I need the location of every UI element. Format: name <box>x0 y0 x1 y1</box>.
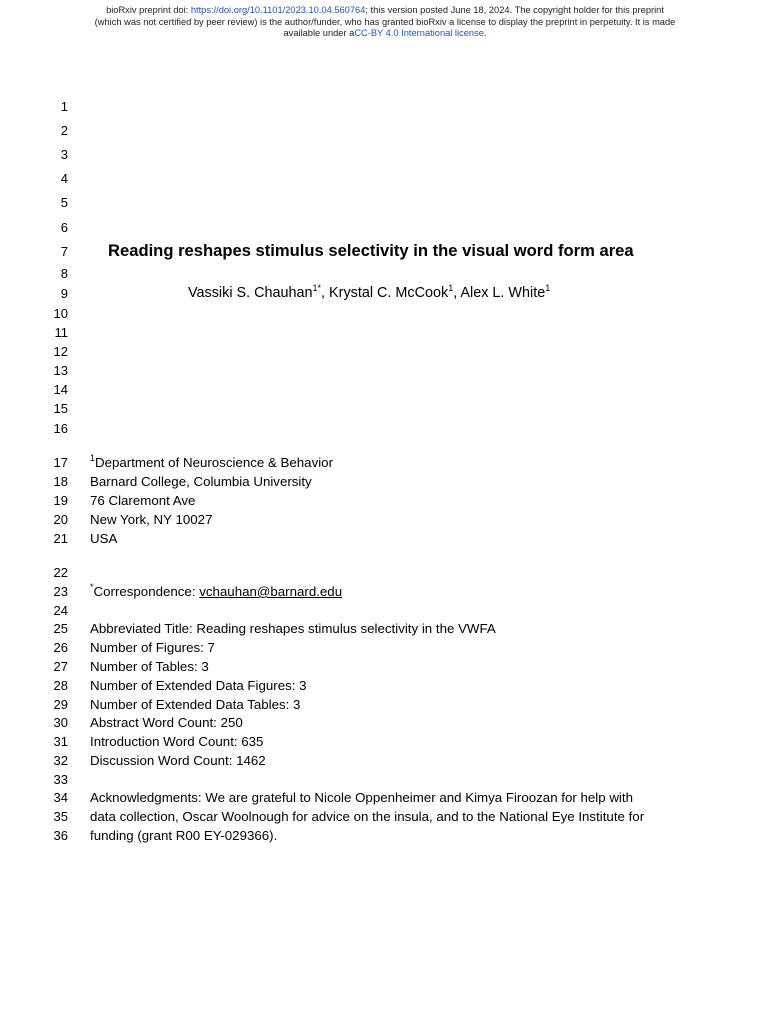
line-number: 16 <box>53 421 68 436</box>
author-affiliation-mark: 1 <box>545 283 551 293</box>
abbreviated-title: Abbreviated Title: Reading reshapes stimulus selectivity in the VWFA <box>90 621 496 636</box>
line-number: 7 <box>60 244 68 259</box>
line-number: 31 <box>53 734 68 749</box>
line-number: 10 <box>53 306 68 321</box>
license-link[interactable]: CC-BY 4.0 International license <box>354 28 484 38</box>
abstract-word-count: Abstract Word Count: 250 <box>90 715 243 730</box>
line-number: 27 <box>53 659 68 674</box>
line-number: 2 <box>60 123 68 138</box>
line-number: 5 <box>60 195 68 210</box>
line-number: 26 <box>53 640 68 655</box>
banner-text: available under a <box>283 28 355 38</box>
line-number: 23 <box>53 584 68 599</box>
affiliation-line: 76 Claremont Ave <box>90 493 196 508</box>
author-affiliation-mark: 1* <box>312 283 322 293</box>
line-number: 28 <box>53 678 68 693</box>
author-name: Alex L. White <box>460 285 546 301</box>
correspondence-mark: * <box>90 582 94 592</box>
paper-title: Reading reshapes stimulus selectivity in the visual word form area <box>108 241 634 260</box>
line-number: 32 <box>53 753 68 768</box>
doi-link[interactable]: https://doi.org/10.1101/2023.10.04.560764 <box>190 5 366 15</box>
line-number: 19 <box>53 493 68 508</box>
table-count: Number of Tables: 3 <box>90 659 209 674</box>
line-number: 29 <box>53 697 68 712</box>
banner-text: bioRxiv preprint doi: <box>106 5 191 15</box>
acknowledgments-line: funding (grant R00 EY-029366). <box>90 828 278 843</box>
line-number: 15 <box>53 401 68 416</box>
acknowledgments-line: data collection, Oscar Woolnough for advice on the insula, and to the National Eye Institute for <box>90 809 645 824</box>
acknowledgments-line: Acknowledgments: We are grateful to Nicole Oppenheimer and Kimya Firoozan for help with <box>90 790 633 805</box>
extended-figure-count: Number of Extended Data Figures: 3 <box>90 678 307 693</box>
affiliation-text: Department of Neuroscience & Behavior <box>95 455 334 470</box>
line-number: 9 <box>60 286 68 301</box>
line-number: 25 <box>53 621 68 636</box>
banner-line-2: (which was not certified by peer review) is the author/funder, who has granted bioRxiv a license to display the preprint in perpetuity. It is made <box>94 16 676 27</box>
introduction-word-count: Introduction Word Count: 635 <box>90 734 264 749</box>
author-name: Vassiki S. Chauhan <box>188 285 313 301</box>
extended-table-count: Number of Extended Data Tables: 3 <box>90 697 301 712</box>
line-number: 21 <box>53 531 68 546</box>
figure-count: Number of Figures: 7 <box>90 640 215 655</box>
affiliation-line: Barnard College, Columbia University <box>90 474 312 489</box>
author-separator: , <box>321 285 330 301</box>
author-affiliation-mark: 1 <box>448 283 454 293</box>
affiliation-line: USA <box>90 531 118 546</box>
line-number: 13 <box>53 363 68 378</box>
line-number: 36 <box>53 828 68 843</box>
affiliation-line: New York, NY 10027 <box>90 512 213 527</box>
line-number: 3 <box>60 147 68 162</box>
line-number: 33 <box>53 772 68 787</box>
line-number: 24 <box>53 603 68 618</box>
line-number: 35 <box>53 809 68 824</box>
banner-text: . <box>483 28 487 38</box>
banner-text: ; this version posted June 18, 2024. The copyright holder for this preprint <box>365 5 664 15</box>
discussion-word-count: Discussion Word Count: 1462 <box>90 753 266 768</box>
correspondence-email-link[interactable]: vchauhan@barnard.edu <box>199 584 343 599</box>
author-list <box>188 285 550 301</box>
line-number: 8 <box>60 266 68 281</box>
line-number: 1 <box>60 99 68 114</box>
correspondence-line <box>90 584 342 600</box>
line-number: 11 <box>54 325 68 340</box>
author-name: Krystal C. McCook <box>329 285 449 301</box>
line-number: 12 <box>53 344 68 359</box>
line-number: 6 <box>60 220 68 235</box>
banner-line-3 <box>0 28 770 40</box>
line-number: 18 <box>53 474 68 489</box>
line-number: 20 <box>53 512 68 527</box>
affiliation-line <box>90 455 333 471</box>
correspondence-label: Correspondence: <box>93 584 200 599</box>
line-number: 17 <box>53 455 68 470</box>
biorxiv-banner <box>0 5 770 40</box>
line-number: 34 <box>53 790 68 805</box>
author-separator: , <box>453 285 461 301</box>
line-number: 30 <box>53 715 68 730</box>
line-number: 14 <box>53 382 68 397</box>
affiliation-mark: 1 <box>90 453 96 463</box>
line-number: 22 <box>53 565 68 580</box>
banner-line-1 <box>0 5 770 17</box>
line-number: 4 <box>60 171 68 186</box>
